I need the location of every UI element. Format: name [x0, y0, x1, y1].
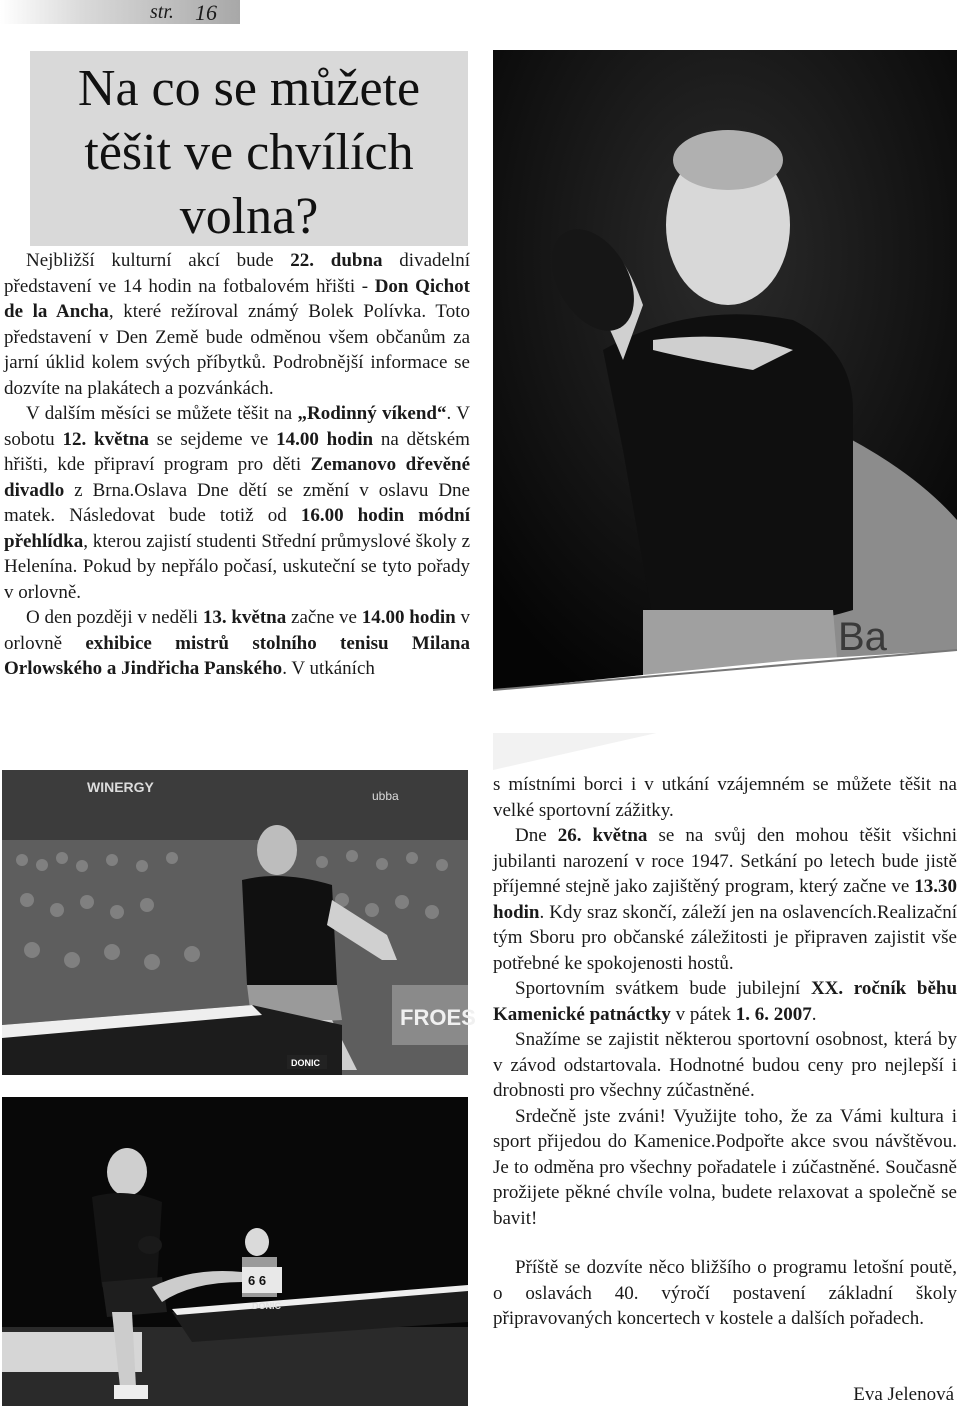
text-span: divadelní představení ve 14 hodin na fotbalovém hřišti - — [4, 250, 471, 297]
bold-text: 26. května — [557, 825, 648, 846]
player-portrait-image — [493, 50, 957, 733]
text-span: na dětském hřišti, kde připraví program pro děti — [4, 428, 470, 475]
bold-text: 22. dubna — [290, 250, 383, 271]
article-paragraph — [493, 1027, 957, 1104]
headline — [30, 51, 468, 249]
bold-text: Don Qichot de la Ancha — [4, 275, 470, 322]
text-span: Dne — [515, 825, 558, 846]
bold-text: Zemanovo dřevěné divadlo — [4, 454, 470, 501]
text-span: Nejbližší kulturní akcí bude — [26, 250, 291, 271]
text-span: V dalším měsíci se můžete těšit na — [26, 403, 298, 424]
match-hall-image — [2, 770, 476, 1075]
banner-text: WINERGY — [87, 779, 154, 795]
page-number: 16 — [195, 0, 217, 25]
article-paragraph — [493, 823, 957, 976]
headline-box — [30, 51, 468, 246]
text-span: , kterou zajistí studenti Střední průmyslové školy z Helenína. Pokud by nepřálo počasí, uskuteční se tyto pořady v orlovně. — [4, 530, 470, 603]
article-column-right — [493, 772, 957, 1332]
author-signature: Eva Jelenová — [853, 1384, 954, 1405]
text-span: . Kdy sraz skončí, záleží jen na oslavencích.Realizační tým Sboru pro občanské záležitosti je připraven zajistit vše potřebné ke spokojenosti hostů. — [493, 901, 957, 974]
player-portrait-photo — [493, 50, 957, 733]
bold-text: 16.00 hodin módní přehlídka — [4, 505, 470, 552]
bold-text: „Rodinný víkend“ — [297, 403, 447, 424]
text-span: Sportovním svátkem bude jubilejní — [515, 978, 811, 999]
bold-text: 13. května — [202, 607, 287, 628]
bold-text: 14.00 hodin — [276, 428, 374, 450]
match-hall-photo — [2, 770, 476, 1075]
headline-line-2: těšit ve chvílích — [84, 124, 414, 181]
article-paragraph — [493, 1255, 957, 1332]
sign-text: ubba — [372, 789, 399, 803]
text-span: Příště se dozvíte něco bližšího o programu letošní poutě, o oslavách 40. výročí postavení základní školy připravovaných koncertech v kostele a dalších pořadech. — [493, 1257, 957, 1329]
article-paragraph — [4, 401, 470, 605]
article-paragraph — [493, 772, 957, 823]
text-span: se na svůj den mohou těšit všichni jubilanti narození v roce 1947. Setkání po letech bude jistě příjemné stejně jako zajištěný program, který začne ve — [493, 825, 957, 897]
article-paragraph — [493, 976, 957, 1027]
bold-text: 14.00 hodin — [361, 607, 456, 628]
text-span: , které režíroval známý Bolek Polívka. Toto představení v Den Země bude odměnou všem občanům za jarní úklid kolem svých příbytků. Podrobnější informace se dozvíte na plakátech a pozvánkách. — [4, 301, 470, 399]
table-brand-text-2: DONIC — [252, 1301, 281, 1311]
table-brand-text: DONIC — [291, 1058, 320, 1068]
text-span: začne ve — [286, 607, 362, 628]
text-span: s místními borci i v utkání vzájemném se můžete těšit na velké sportovní zážitky. — [493, 774, 957, 821]
text-span: Snažíme se zajistit některou sportovní osobnost, která by v závod odstartovala. Hodnotné budou ceny pro nejlepší i drobnosti pro všechny zúčastněné. — [493, 1029, 957, 1101]
match-kick-photo — [2, 1097, 468, 1406]
bold-text: 12. května — [62, 428, 149, 450]
bold-text: 13.30 hodin — [493, 876, 957, 923]
article-paragraph — [493, 1104, 957, 1232]
headline-line-1: Na co se můžete — [77, 60, 421, 117]
text-span: . — [811, 1003, 817, 1025]
bold-text: XX. ročník běhu Kamenické patnáctky — [493, 978, 958, 1025]
ad-text: FROES — [400, 1005, 476, 1030]
background-sign-text: Ba — [838, 615, 887, 659]
bold-text: 1. 6. 2007 — [735, 1003, 812, 1025]
scoreboard-text: 6 6 — [248, 1273, 267, 1288]
bold-text: exhibice mistrů stolního tenisu Milana Orlowského a Jindřicha Panského — [4, 632, 470, 679]
text-span: se sejdeme ve — [148, 428, 277, 450]
text-span: z Brna.Oslava Dne dětí se změní v oslavu Dne matek. Následovat bude totiž od — [4, 479, 470, 526]
text-span: v pátek — [670, 1003, 736, 1025]
text-span: O den později v neděli — [26, 607, 203, 628]
article-column-left — [4, 248, 470, 682]
text-span: Srdečně jste zváni! Využijte toho, že za Vámi kultura i sport přijedou do Kamenice.Podpořte akce svou návštěvou. Je to odměna pro všechny pořadatele i zúčastněné. Současně prožijete pěkné chvíle volna, budete relaxovat a společně se bavit! — [493, 1105, 957, 1229]
article-paragraph — [4, 248, 470, 401]
page-label: str. — [150, 1, 174, 23]
page-header — [0, 0, 240, 24]
text-span: . V utkáních — [282, 658, 375, 679]
text-span: v orlovně — [4, 607, 470, 654]
match-kick-image — [2, 1097, 468, 1406]
text-span: . V sobotu — [4, 403, 470, 450]
article-paragraph — [4, 605, 470, 682]
headline-line-3: volna? — [179, 188, 319, 245]
